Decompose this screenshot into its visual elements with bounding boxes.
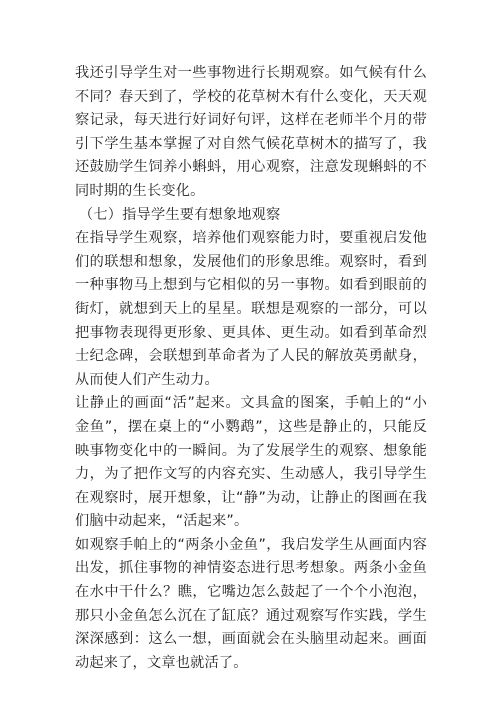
section-heading-imaginative-observation: （七）指导学生要有想象地观察 xyxy=(79,206,281,223)
paragraph-static-pictures-alive: 让静止的画面“活”起来。文具盒的图案，手帕上的“小金鱼”，摆在桌上的“小鹦鹉”，这些是静止的，只能反映事物变化中的一瞬间。为了发展学生的观察、想象能力，为了把作文写的内容充实、生动感人，我引导学生在观察时，展开想象，让“静”为动，让静止的图画在我们脑中动起来，“活起来”。 xyxy=(75,395,427,530)
paragraph-goldfish-example: 如观察手帕上的“两条小金鱼”，我启发学生从画面内容出发，抓住事物的神情姿态进行思考想象。两条小金鱼在水中干什么？瞧，它嘴边怎么鼓起了一个个小泡泡，那只小金鱼怎么沉在了缸底？通过观察写作实践，学生深深感到：这么一想，画面就会在头脑里动起来。画面动起来了，文章也就活了。 xyxy=(75,536,427,671)
paragraph-association-imagination: 在指导学生观察，培养他们观察能力时，要重视启发他们的联想和想象，发展他们的形象思维。观察时，看到一种事物马上想到与它相似的另一事物。如看到眼前的街灯，就想到天上的星星。联想是观察的一部分，可以把事物表现得更形象、更具体、更生动。如看到革命烈士纪念碑，会联想到革命者为了人民的解放英勇献身，从而使人们产生动力。 xyxy=(75,230,427,388)
paragraph-long-term-observation: 我还引导学生对一些事物进行长期观察。如气候有什么不同？春天到了，学校的花草树木有什么变化，天天观察记录，每天进行好词好句评，这样在老师半个月的带引下学生基本掌握了对自然气候花草树木的描写了，我还鼓励学生饲养小蝌蚪，用心观察，注意发现蝌蚪的不同时期的生长变化。 xyxy=(75,65,427,199)
document-page xyxy=(75,62,427,675)
